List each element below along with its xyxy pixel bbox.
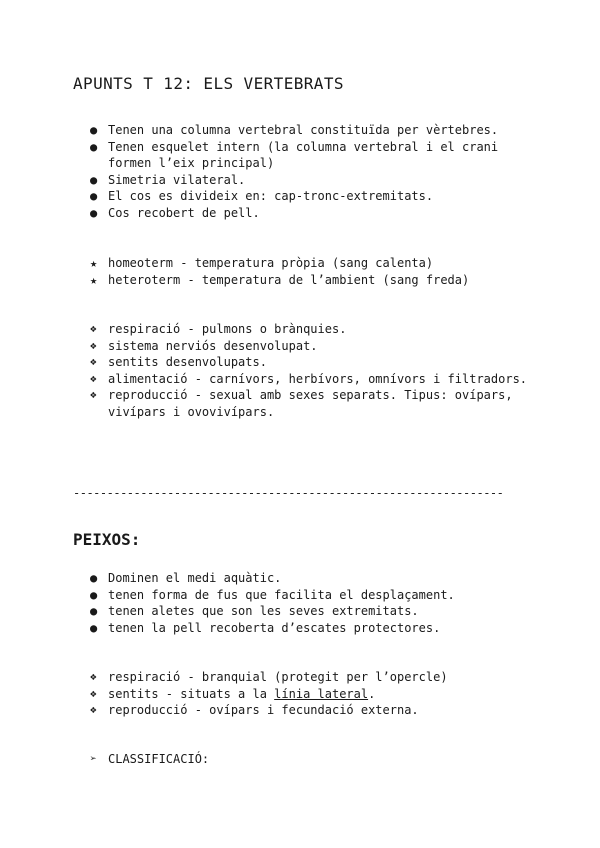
bullet-dot-icon: ● (90, 571, 98, 585)
list-item (90, 620, 530, 637)
star-icon: ★ (90, 272, 98, 287)
characteristics-list (90, 122, 530, 221)
diamond-bullet-icon: ❖ (90, 703, 97, 716)
bullet-dot-icon: ● (90, 139, 98, 154)
bullet-dot-icon: ● (90, 172, 98, 187)
list-item (90, 338, 530, 355)
classification-label: CLASSIFICACIÓ: (108, 752, 210, 766)
page-title: APUNTS T 12: ELS VERTEBRATS (73, 74, 344, 93)
temperature-list (90, 255, 530, 288)
list-item-text: sistema nerviós desenvolupat. (108, 338, 318, 353)
bullet-dot-icon: ● (90, 123, 98, 137)
functions-list (90, 321, 530, 420)
list-item-text: heteroterm - temperatura de l’ambient (sang freda) (108, 272, 470, 287)
list-item (90, 570, 530, 587)
section-divider: ---------------------------------------------------------------- (73, 486, 504, 500)
diamond-bullet-icon: ❖ (90, 338, 97, 352)
fish-traits-list (90, 570, 530, 636)
list-item (90, 587, 530, 604)
list-item-text: alimentació - carnívors, herbívors, omnívors i filtradors. (108, 371, 528, 386)
diamond-bullet-icon: ❖ (90, 371, 97, 385)
bullet-dot-icon: ● (90, 205, 98, 220)
list-item-text: reproducció - sexual amb sexes separats. Tipus: ovípars, vivípars i ovovivípars. (108, 388, 513, 419)
list-item (90, 205, 530, 222)
list-item-text: respiració - pulmons o brànquies. (108, 322, 347, 336)
bullet-dot-icon: ● (90, 587, 98, 602)
list-item (90, 122, 530, 139)
list-item-text: Tenen una columna vertebral constituïda per vèrtebres. (108, 123, 499, 137)
list-item-text: El cos es divideix en: cap-tronc-extremitats. (108, 189, 434, 203)
list-item (90, 371, 530, 388)
section-heading-fish: PEIXOS: (73, 530, 141, 549)
bullet-dot-icon: ● (90, 189, 98, 203)
lateral-line-term: línia lateral (274, 686, 369, 701)
diamond-bullet-icon: ❖ (90, 388, 97, 401)
list-item-text: Tenen esquelet intern (la columna vertebral i el crani formen l’eix principal) (108, 139, 499, 170)
diamond-bullet-icon: ❖ (90, 686, 97, 700)
list-item (90, 139, 530, 172)
diamond-bullet-icon: ❖ (90, 322, 97, 335)
star-icon: ★ (90, 256, 98, 270)
list-item (90, 255, 530, 272)
list-item-text: sentits desenvolupats. (108, 355, 267, 369)
list-item-text: Dominen el medi aquàtic. (108, 571, 282, 585)
list-item-text: tenen forma de fus que facilita el desplaçament. (108, 587, 455, 602)
list-item-text: reproducció - ovípars i fecundació externa. (108, 703, 419, 717)
list-item (90, 272, 530, 289)
list-item-text-suffix: . (368, 686, 376, 701)
list-item-text: sentits - situats a la (108, 686, 275, 701)
list-item-text: homeoterm - temperatura pròpia (sang calenta) (108, 256, 434, 270)
list-item-text: tenen aletes que son les seves extremitats. (108, 604, 419, 618)
list-item-text: respiració - branquial (protegit per l’opercle) (108, 670, 448, 684)
list-item (90, 188, 530, 205)
list-item (90, 321, 530, 338)
list-item-text: Simetria vilateral. (108, 172, 246, 187)
arrow-bullet-icon: ➢ (90, 752, 97, 765)
list-item (90, 172, 530, 189)
list-item (90, 603, 530, 620)
list-item (90, 751, 530, 768)
list-item (90, 702, 530, 719)
bullet-dot-icon: ● (90, 620, 98, 635)
list-item (90, 686, 530, 703)
diamond-bullet-icon: ❖ (90, 355, 97, 368)
fish-functions-list (90, 669, 530, 719)
list-item-text: Cos recobert de pell. (108, 205, 260, 220)
list-item (90, 387, 530, 420)
list-item-text: tenen la pell recoberta d’escates protectores. (108, 620, 441, 635)
diamond-bullet-icon: ❖ (90, 670, 97, 683)
list-item (90, 669, 530, 686)
bullet-dot-icon: ● (90, 604, 98, 618)
classification-list (90, 751, 530, 768)
list-item (90, 354, 530, 371)
